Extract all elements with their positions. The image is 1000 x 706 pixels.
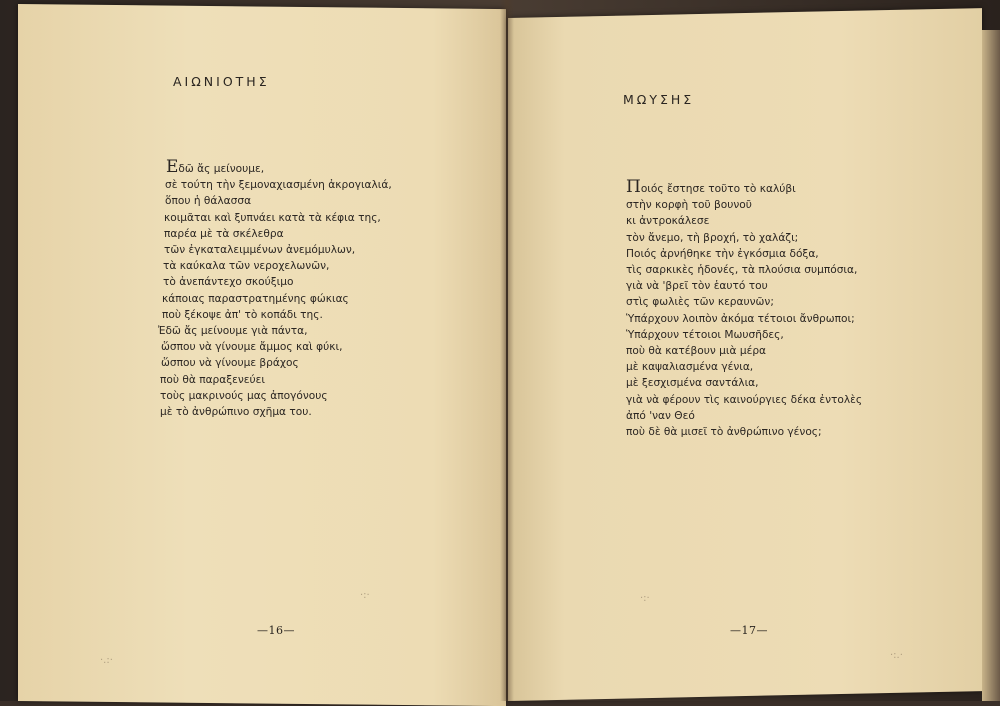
poem-line: ὥσπου νὰ γίνουμε βράχος xyxy=(161,357,299,370)
poem-line: ποὺ ξέκοψε ἀπ' τὸ κοπάδι της. xyxy=(162,308,323,321)
poem-line: στὶς φωλιὲς τῶν κεραυνῶν; xyxy=(626,296,774,309)
poem-line: Ἐδῶ ἄς μείνουμε γιὰ πάντα, xyxy=(158,325,308,338)
poem-line xyxy=(626,179,862,197)
poem-line: κι ἀντροκάλεσε xyxy=(626,215,710,228)
paper-speck: ·:.· xyxy=(890,650,903,661)
right-poem xyxy=(626,179,862,440)
poem-line: Ὑπάρχουν τέτοιοι Μωυσῆδες, xyxy=(626,328,784,341)
poem-line: Ὑπάρχουν λοιπὸν ἀκόμα τέτοιοι ἄνθρωποι; xyxy=(626,312,855,325)
poem-line: μὲ τὸ ἀνθρώπινο σχῆμα του. xyxy=(160,406,312,419)
poem-line: τὰ καύκαλα τῶν νεροχελωνῶν, xyxy=(163,260,330,273)
left-running-head: ΑΙΩΝΙΟΤΗΣ xyxy=(173,74,270,89)
poem-line: γιὰ νὰ 'βρεῖ τὸν ἑαυτό του xyxy=(626,280,768,293)
page-edge xyxy=(982,30,1000,701)
poem-line: ποὺ θὰ κατέβουν μιὰ μέρα xyxy=(626,345,767,358)
poem-line: ἀπό 'ναν Θεό xyxy=(626,409,695,422)
paper-speck: ·:· xyxy=(360,590,370,601)
left-page-number: —16— xyxy=(257,624,295,637)
poem-line: μὲ ξεσχισμένα σαντάλια, xyxy=(626,377,759,390)
right-running-head: ΜΩΥΣΗΣ xyxy=(623,92,695,107)
right-page-number: —17— xyxy=(730,624,768,637)
poem-line: τῶν ἐγκαταλειμμένων ἀνεμόμυλων, xyxy=(164,244,356,257)
poem-line: τὸν ἄνεμο, τὴ βροχή, τὸ χαλάζι; xyxy=(626,231,799,244)
drop-cap: Ε xyxy=(166,157,179,177)
poem-line-rest: δῶ ἄς μείνουμε, xyxy=(178,163,265,175)
poem-line: σὲ τούτη τὴν ξεμοναχιασμένη ἀκρογιαλιά, xyxy=(165,179,392,192)
poem-line: ποὺ θὰ παραξενεύει xyxy=(160,373,265,386)
paper-speck: ·.:· xyxy=(100,655,113,666)
poem-line xyxy=(166,159,392,177)
poem-line: ὥσπου νὰ γίνουμε ἄμμος καὶ φύκι, xyxy=(161,341,343,354)
poem-line: κάποιας παραστρατημένης φώκιας xyxy=(162,292,349,305)
poem-line: κοιμᾶται καὶ ξυπνάει κατὰ τὰ κέφια της, xyxy=(164,211,381,224)
poem-line-rest: οιός ἔστησε τοῦτο τὸ καλύβι xyxy=(640,183,796,195)
poem-line: ὅπου ἡ θάλασσα xyxy=(165,195,252,208)
drop-cap: Π xyxy=(626,177,641,197)
book-gutter xyxy=(500,0,514,701)
poem-line: στὴν κορφὴ τοῦ βουνοῦ xyxy=(626,199,752,212)
poem-line: τὶς σαρκικὲς ἡδονές, τὰ πλούσια συμπόσια, xyxy=(626,264,858,277)
left-poem xyxy=(160,159,392,420)
poem-line: Ποιός ἀρνήθηκε τὴν ἐγκόσμια δόξα, xyxy=(626,247,819,260)
poem-line: τοὺς μακρινούς μας ἀπογόνους xyxy=(160,389,328,402)
poem-line: μὲ καψαλιασμένα γένια, xyxy=(626,361,754,374)
poem-line: παρέα μὲ τὰ σκέλεθρα xyxy=(164,227,284,240)
poem-line: γιὰ νὰ φέρουν τὶς καινούργιες δέκα ἐντολὲς xyxy=(626,393,863,406)
poem-line: ποὺ δὲ θὰ μισεῖ τὸ ἀνθρώπινο γένος; xyxy=(626,426,822,439)
paper-speck: ·:· xyxy=(640,593,650,604)
poem-line: τὸ ἀνεπάντεχο σκούξιμο xyxy=(163,276,294,289)
